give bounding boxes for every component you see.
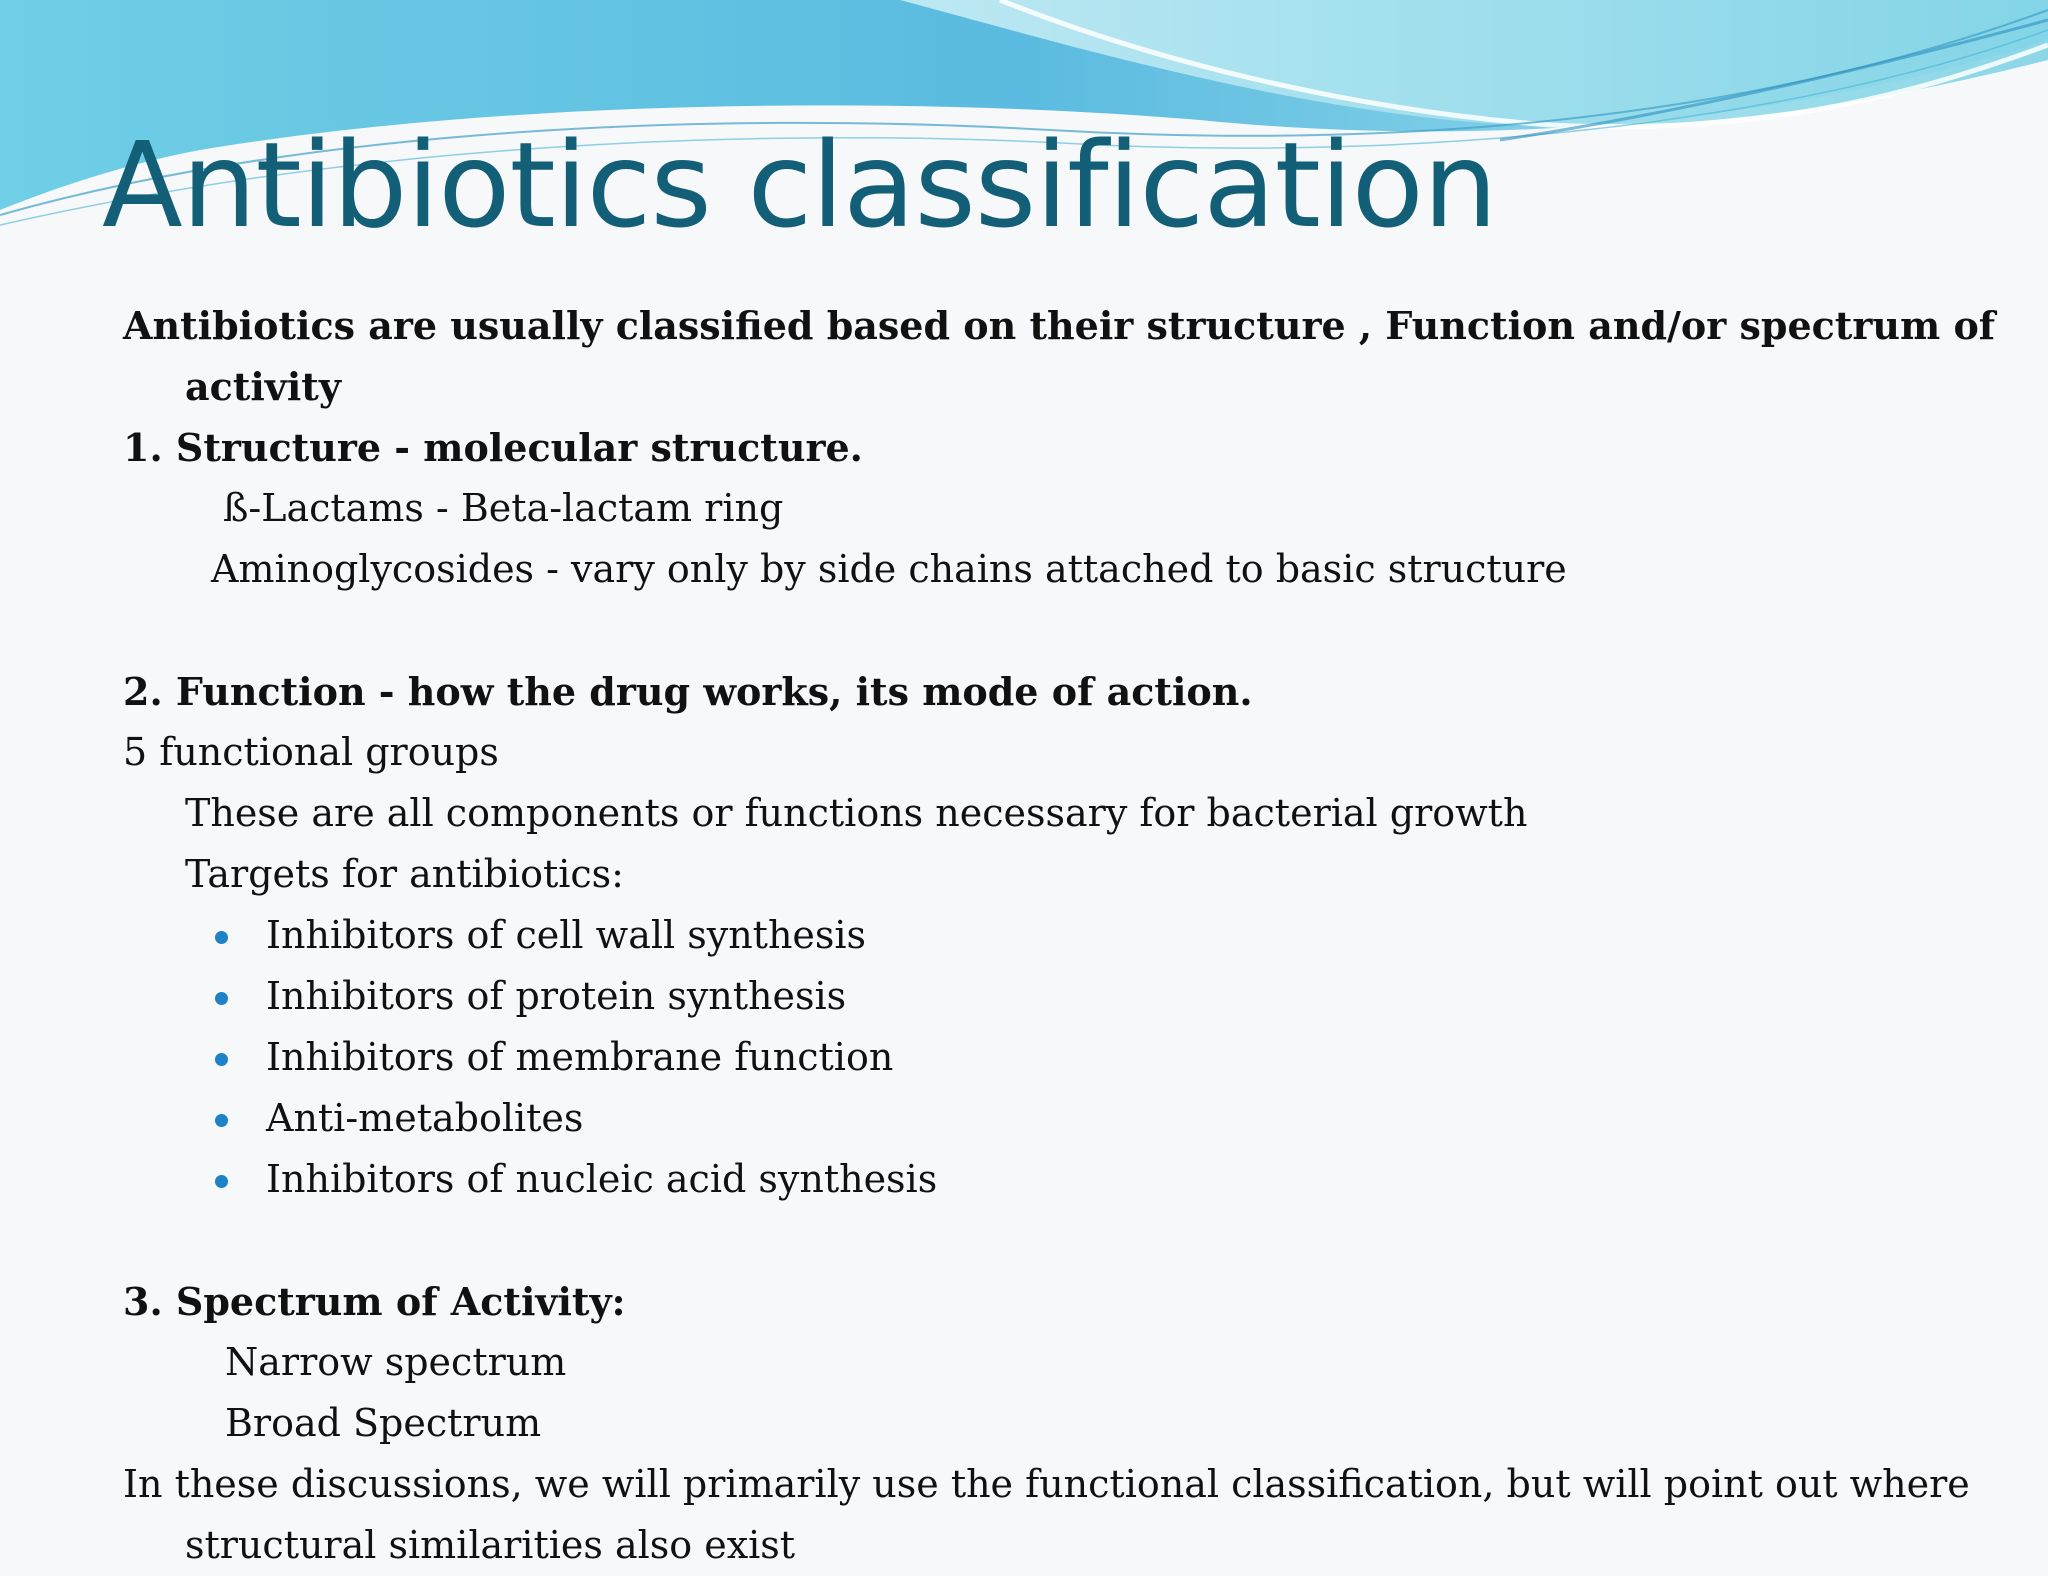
spacer [123, 600, 1893, 661]
spectrum-item: Narrow spectrum [225, 1340, 567, 1384]
structure-item: Aminoglycosides - vary only by side chains attached to basic structure [211, 547, 1567, 591]
target-list-item [123, 905, 1893, 966]
bullet-dot-icon [215, 992, 228, 1005]
spectrum-heading: 3. Spectrum of Activity: [123, 1279, 626, 1324]
target-list-item [123, 1088, 1893, 1149]
slide-title: Antibiotics classification [102, 116, 1497, 254]
slide-body [123, 295, 1996, 1576]
target-list-item [123, 1027, 1893, 1088]
closing-text: In these discussions, we will primarily use the functional classification, but will point out where [123, 1462, 1970, 1506]
structure-heading: 1. Structure - molecular structure. [123, 425, 863, 470]
target-label: Inhibitors of cell wall synthesis [266, 913, 867, 957]
target-label: Inhibitors of nucleic acid synthesis [266, 1157, 938, 1201]
spectrum-item: Broad Spectrum [225, 1401, 542, 1445]
function-targets-label: Targets for antibiotics: [185, 852, 624, 896]
bullet-dot-icon [215, 1114, 228, 1127]
bullet-dot-icon [215, 931, 228, 944]
intro-text-continued: activity [185, 364, 341, 409]
function-groups-text: 5 functional groups [123, 730, 499, 774]
structure-item: ß-Lactams - Beta-lactam ring [223, 486, 784, 530]
function-note: These are all components or functions necessary for bacterial growth [185, 791, 1528, 835]
bullet-dot-icon [215, 1053, 228, 1066]
function-heading: 2. Function - how the drug works, its mode of action. [123, 669, 1253, 714]
spacer [123, 1210, 1893, 1271]
target-label: Inhibitors of membrane function [266, 1035, 894, 1079]
target-list-item [123, 1149, 1893, 1210]
intro-text: Antibiotics are usually classified based on their structure , Function and/or spectrum of [123, 303, 1996, 348]
target-list-item [123, 966, 1893, 1027]
closing-text-continued: structural similarities also exist [185, 1523, 796, 1567]
bullet-dot-icon [215, 1175, 228, 1188]
target-label: Inhibitors of protein synthesis [266, 974, 847, 1018]
target-label: Anti-metabolites [266, 1096, 584, 1140]
